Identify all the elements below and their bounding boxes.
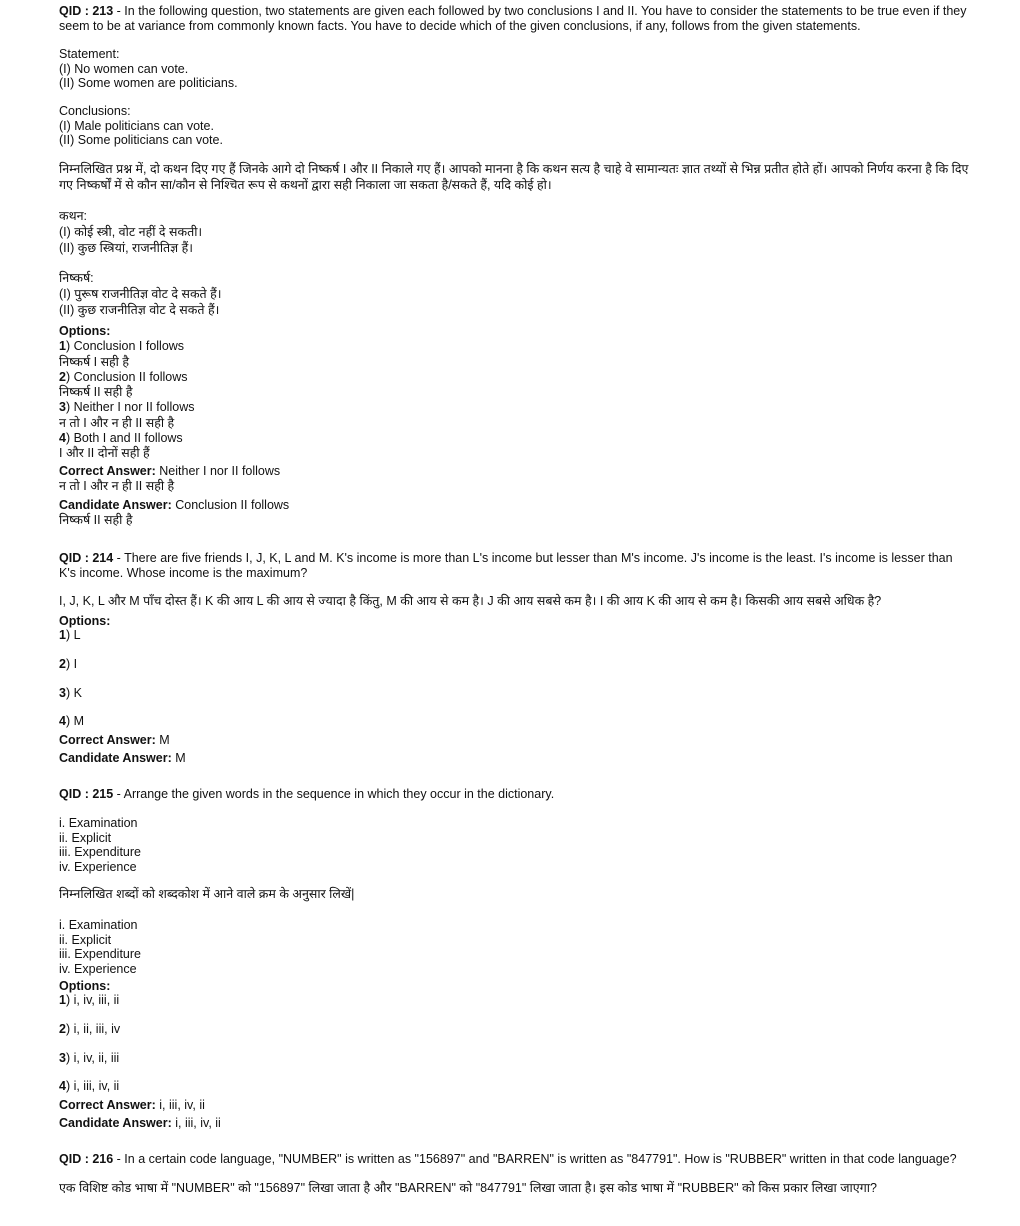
qid: QID : 213 <box>59 4 114 18</box>
q215-words: i. Examination ii. Explicit iii. Expenditure iv. Experience <box>59 816 141 874</box>
option-hindi: निष्कर्ष I सही है <box>59 354 130 369</box>
option: 4) M <box>59 714 85 728</box>
option-hindi: I और II दोनों सही हैं <box>59 446 150 461</box>
question-text: - In the following question, two statements are given each followed by two conclusions I and II. You have to consider the statements to be true even if they seem to be at variance from commonly known facts. You have to decide which of the given conclusions, if any, follows from the given statements. <box>59 4 967 33</box>
q215-candidate-answer: Candidate Answer: i, iii, iv, ii <box>59 1116 221 1130</box>
q214-question: QID : 214 - There are five friends I, J, K, L and M. K's income is more than L's income but lesser than M's income. J's income is the least. I's income is lesser than K's income. Whose income is the maximum? <box>59 551 953 580</box>
option: 1) L <box>59 628 81 642</box>
q213-candidate-answer: Candidate Answer: Conclusion II follows निष्कर्ष II सही है <box>59 498 290 527</box>
q213-correct-answer: Correct Answer: Neither I nor II follows न तो I और न ही II सही है <box>59 464 281 493</box>
conclusion: (I) Male politicians can vote. <box>59 118 214 133</box>
statement-label-hindi: कथन: <box>59 209 87 223</box>
option: 2) Conclusion II follows <box>59 369 188 384</box>
q214-question-hindi: I, J, K, L और M पाँच दोस्त हैं। K की आय L की आय से ज्यादा है किंतु, M की आय से कम है। J की आय सबसे कम है। I की आय K की आय से कम है। किसकी आय सबसे अधिक है? <box>59 594 882 608</box>
statement: (I) No women can vote. <box>59 61 189 76</box>
conclusion-hindi: (I) पुरूष राजनीतिज्ञ वोट दे सकते हैं। <box>59 287 222 301</box>
q214-candidate-answer: Candidate Answer: M <box>59 751 186 765</box>
statement-hindi: (II) कुछ स्त्रियां, राजनीतिज्ञ हैं। <box>59 241 194 255</box>
option: 3) K <box>59 686 82 700</box>
q214-options-label: Options: <box>59 614 111 628</box>
q215-options-label: Options: <box>59 979 111 993</box>
q213-options <box>59 324 969 462</box>
option-hindi: न तो I और न ही II सही है <box>59 415 175 430</box>
statement: (II) Some women are politicians. <box>59 76 238 90</box>
q215-words-hindi: i. Examination ii. Explicit iii. Expenditure iv. Experience <box>59 918 141 976</box>
q215-question: QID : 215 - Arrange the given words in the sequence in which they occur in the dictionary. <box>59 787 555 801</box>
q216-question-hindi: एक विशिष्ट कोड भाषा में "NUMBER" को "156897" लिखा जाता है और "BARREN" को "847791" लिखा जाता है। इस कोड भाषा में "RUBBER" को किस प्रकार लिखा जाएगा? <box>59 1181 877 1195</box>
option: 3) i, iv, ii, iii <box>59 1051 120 1065</box>
q213-question-hindi: निम्नलिखित प्रश्न में, दो कथन दिए गए हैं जिनके आगे दो निष्कर्ष I और II निकाले गए हैं। आपको मानना है कि कथन सत्य है चाहे वे सामान्यतः ज्ञात तथ्यों से भिन्न प्रतीत होते हों। आपको निर्णय करना है कि दिए गए निष्कर्षों में से कौन सा/कौन से निश्चित रूप से कथनों द्वारा सही निकाला जा सकता है/सकते हैं, यदि कोई हो। <box>59 162 969 192</box>
q213-statements <box>59 47 969 91</box>
option: 2) I <box>59 657 78 671</box>
q216-question: QID : 216 - In a certain code language, "NUMBER" is written as "156897" and "BARREN" is written as "847791". How is "RUBBER" written in that code language? <box>59 1152 957 1166</box>
q214-correct-answer: Correct Answer: M <box>59 733 170 747</box>
q213-conclusions <box>59 104 969 148</box>
q213-conclusions-hindi <box>59 270 969 318</box>
options-label: Options: <box>59 324 111 338</box>
option: 2) i, ii, iii, iv <box>59 1022 121 1036</box>
q213-statements-hindi <box>59 208 969 256</box>
conclusion: (II) Some politicians can vote. <box>59 133 223 147</box>
q215-correct-answer: Correct Answer: i, iii, iv, ii <box>59 1098 205 1112</box>
conclusion-hindi: (II) कुछ राजनीतिज्ञ वोट दे सकते हैं। <box>59 303 220 317</box>
statement-label: Statement: <box>59 47 120 61</box>
option-hindi: निष्कर्ष II सही है <box>59 385 133 400</box>
q213-question <box>59 4 969 33</box>
option: 1) i, iv, iii, ii <box>59 993 120 1007</box>
option: 4) Both I and II follows <box>59 431 183 446</box>
option: 1) Conclusion I follows <box>59 339 185 354</box>
q215-question-hindi: निम्नलिखित शब्दों को शब्दकोश में आने वाले क्रम के अनुसार लिखें| <box>59 887 355 901</box>
conclusions-label: Conclusions: <box>59 104 131 118</box>
statement-hindi: (I) कोई स्त्री, वोट नहीं दे सकती। <box>59 225 203 239</box>
option: 3) Neither I nor II follows <box>59 400 195 415</box>
conclusions-label-hindi: निष्कर्ष: <box>59 271 94 285</box>
option: 4) i, iii, iv, ii <box>59 1079 120 1093</box>
